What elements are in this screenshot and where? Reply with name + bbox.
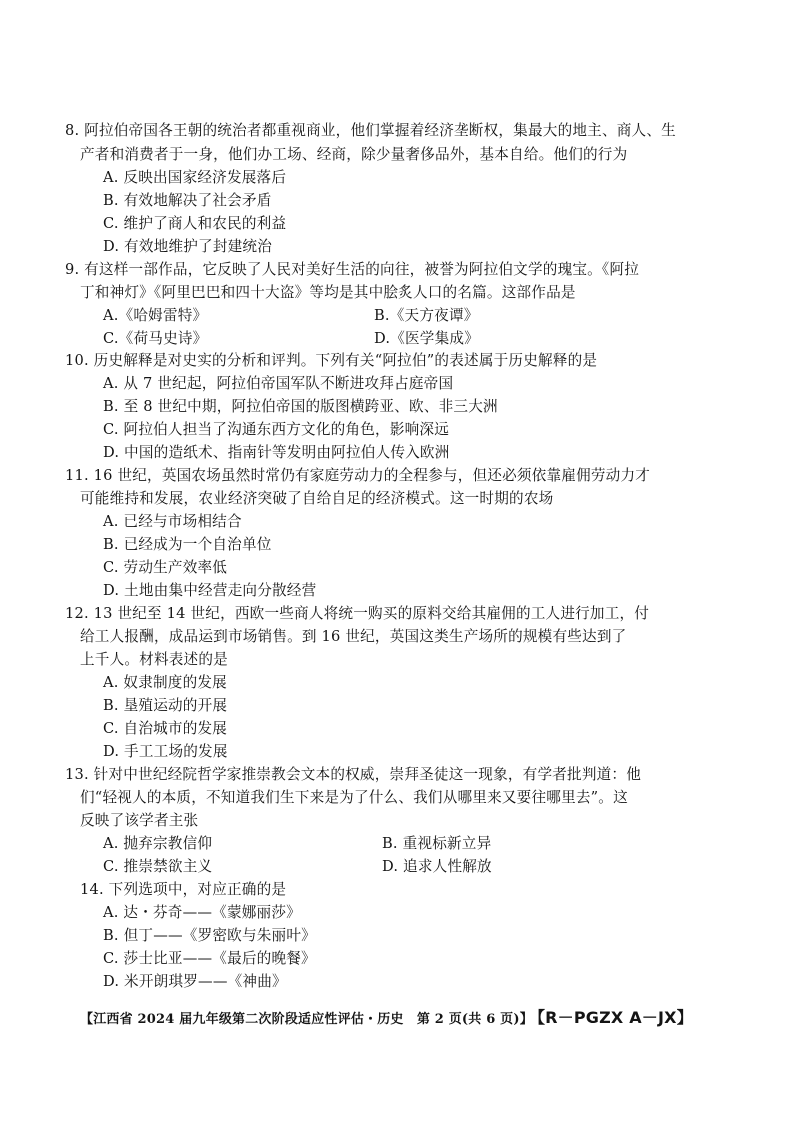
q11-option-c: C. 劳动生产效率低 bbox=[103, 559, 228, 576]
q12-option-a: A. 奴隶制度的发展 bbox=[103, 674, 227, 691]
q9-stem-line-2: 丁和神灯》《阿里巴巴和四十大盗》等均是其中脍炙人口的名篇。这部作品是 bbox=[80, 284, 576, 301]
footer-text: 【江西省 2024 届九年级第二次阶段适应性评估・历史 第 2 页(共 6 页)】 bbox=[80, 1012, 533, 1027]
q11-option-d: D. 土地由集中经营走向分散经营 bbox=[103, 582, 317, 599]
q12-option-c: C. 自治城市的发展 bbox=[103, 720, 228, 737]
q14-stem-line-1: 14. 下列选项中，对应正确的是 bbox=[80, 881, 287, 898]
q13-stem-line-3: 反映了该学者主张 bbox=[80, 812, 199, 829]
q14-option-b: B. 但丁——《罗密欧与朱丽叶》 bbox=[103, 927, 316, 944]
q10-stem-line-1: 10. 历史解释是对史实的分析和评判。下列有关“阿拉伯”的表述属于历史解释的是 bbox=[65, 352, 598, 369]
q10-option-a: A. 从 7 世纪起，阿拉伯帝国军队不断进攻拜占庭帝国 bbox=[103, 375, 454, 392]
q13-option-c: C. 推崇禁欲主义 bbox=[103, 858, 213, 875]
q8-option-c: C. 维护了商人和农民的利益 bbox=[103, 215, 287, 232]
q12-option-b: B. 垦殖运动的开展 bbox=[103, 697, 228, 714]
q11-stem-line-1: 11. 16 世纪，英国农场虽然时常仍有家庭劳动力的全程参与，但还必须依靠雇佣劳动力才 bbox=[65, 467, 651, 484]
q9-option-b: B.《天方夜谭》 bbox=[374, 307, 479, 324]
q14-option-c: C. 莎士比亚——《最后的晚餐》 bbox=[103, 950, 316, 967]
q9-option-a: A.《哈姆雷特》 bbox=[103, 307, 208, 324]
q12-stem-line-1: 12. 13 世纪至 14 世纪，西欧一些商人将统一购买的原料交给其雇佣的工人进行加工，付 bbox=[65, 605, 650, 622]
q13-option-a: A. 抛弃宗教信仰 bbox=[103, 835, 213, 852]
q13-stem-line-1: 13. 针对中世纪经院哲学家推崇教会文本的权威，崇拜圣徒这一现象，有学者批判道：他 bbox=[65, 766, 642, 783]
footer-code: 【R－PGZX A－JX】 bbox=[536, 1008, 693, 1027]
q13-option-b: B. 重视标新立异 bbox=[382, 835, 492, 852]
q12-stem-line-3: 上千人。材料表述的是 bbox=[80, 651, 228, 668]
q13-option-d: D. 追求人性解放 bbox=[382, 858, 492, 875]
q14-option-d: D. 米开朗琪罗——《神曲》 bbox=[103, 973, 287, 990]
q12-option-d: D. 手工工场的发展 bbox=[103, 743, 228, 760]
q10-option-b: B. 至 8 世纪中期，阿拉伯帝国的版图横跨亚、欧、非三大洲 bbox=[103, 398, 498, 415]
q9-option-d: D.《医学集成》 bbox=[374, 330, 479, 347]
q10-option-d: D. 中国的造纸术、指南针等发明由阿拉伯人传入欧洲 bbox=[103, 444, 450, 461]
q11-option-b: B. 已经成为一个自治单位 bbox=[103, 536, 272, 553]
q11-option-a: A. 已经与市场相结合 bbox=[103, 513, 242, 530]
q9-option-c: C.《荷马史诗》 bbox=[103, 330, 208, 347]
q9-stem-line-1: 9. 有这样一部作品，它反映了人民对美好生活的向往，被誉为阿拉伯文学的瑰宝。《阿拉 bbox=[65, 261, 640, 278]
q8-option-a: A. 反映出国家经济发展落后 bbox=[103, 169, 287, 186]
q11-stem-line-2: 可能维持和发展，农业经济突破了自给自足的经济模式。这一时期的农场 bbox=[80, 490, 554, 507]
q13-stem-line-2: 们“轻视人的本质，不知道我们生下来是为了什么、我们从哪里来又要往哪里去”。这 bbox=[80, 789, 628, 806]
q8-stem-line-1: 8. 阿拉伯帝国各王朝的统治者都重视商业，他们掌握着经济垄断权，集最大的地主、商人、生 bbox=[65, 122, 676, 139]
page-footer bbox=[80, 1005, 693, 1028]
q8-option-d: D. 有效地维护了封建统治 bbox=[103, 238, 272, 255]
q8-stem-line-2: 产者和消费者于一身，他们办工场、经商，除少量奢侈品外，基本自给。他们的行为 bbox=[80, 146, 628, 163]
q12-stem-line-2: 给工人报酬，成品运到市场销售。到 16 世纪，英国这类生产场所的规模有些达到了 bbox=[80, 628, 627, 645]
q8-option-b: B. 有效地解决了社会矛盾 bbox=[103, 192, 272, 209]
q10-option-c: C. 阿拉伯人担当了沟通东西方文化的角色，影响深远 bbox=[103, 421, 449, 438]
q14-option-a: A. 达・芬奇——《蒙娜丽莎》 bbox=[103, 904, 301, 921]
